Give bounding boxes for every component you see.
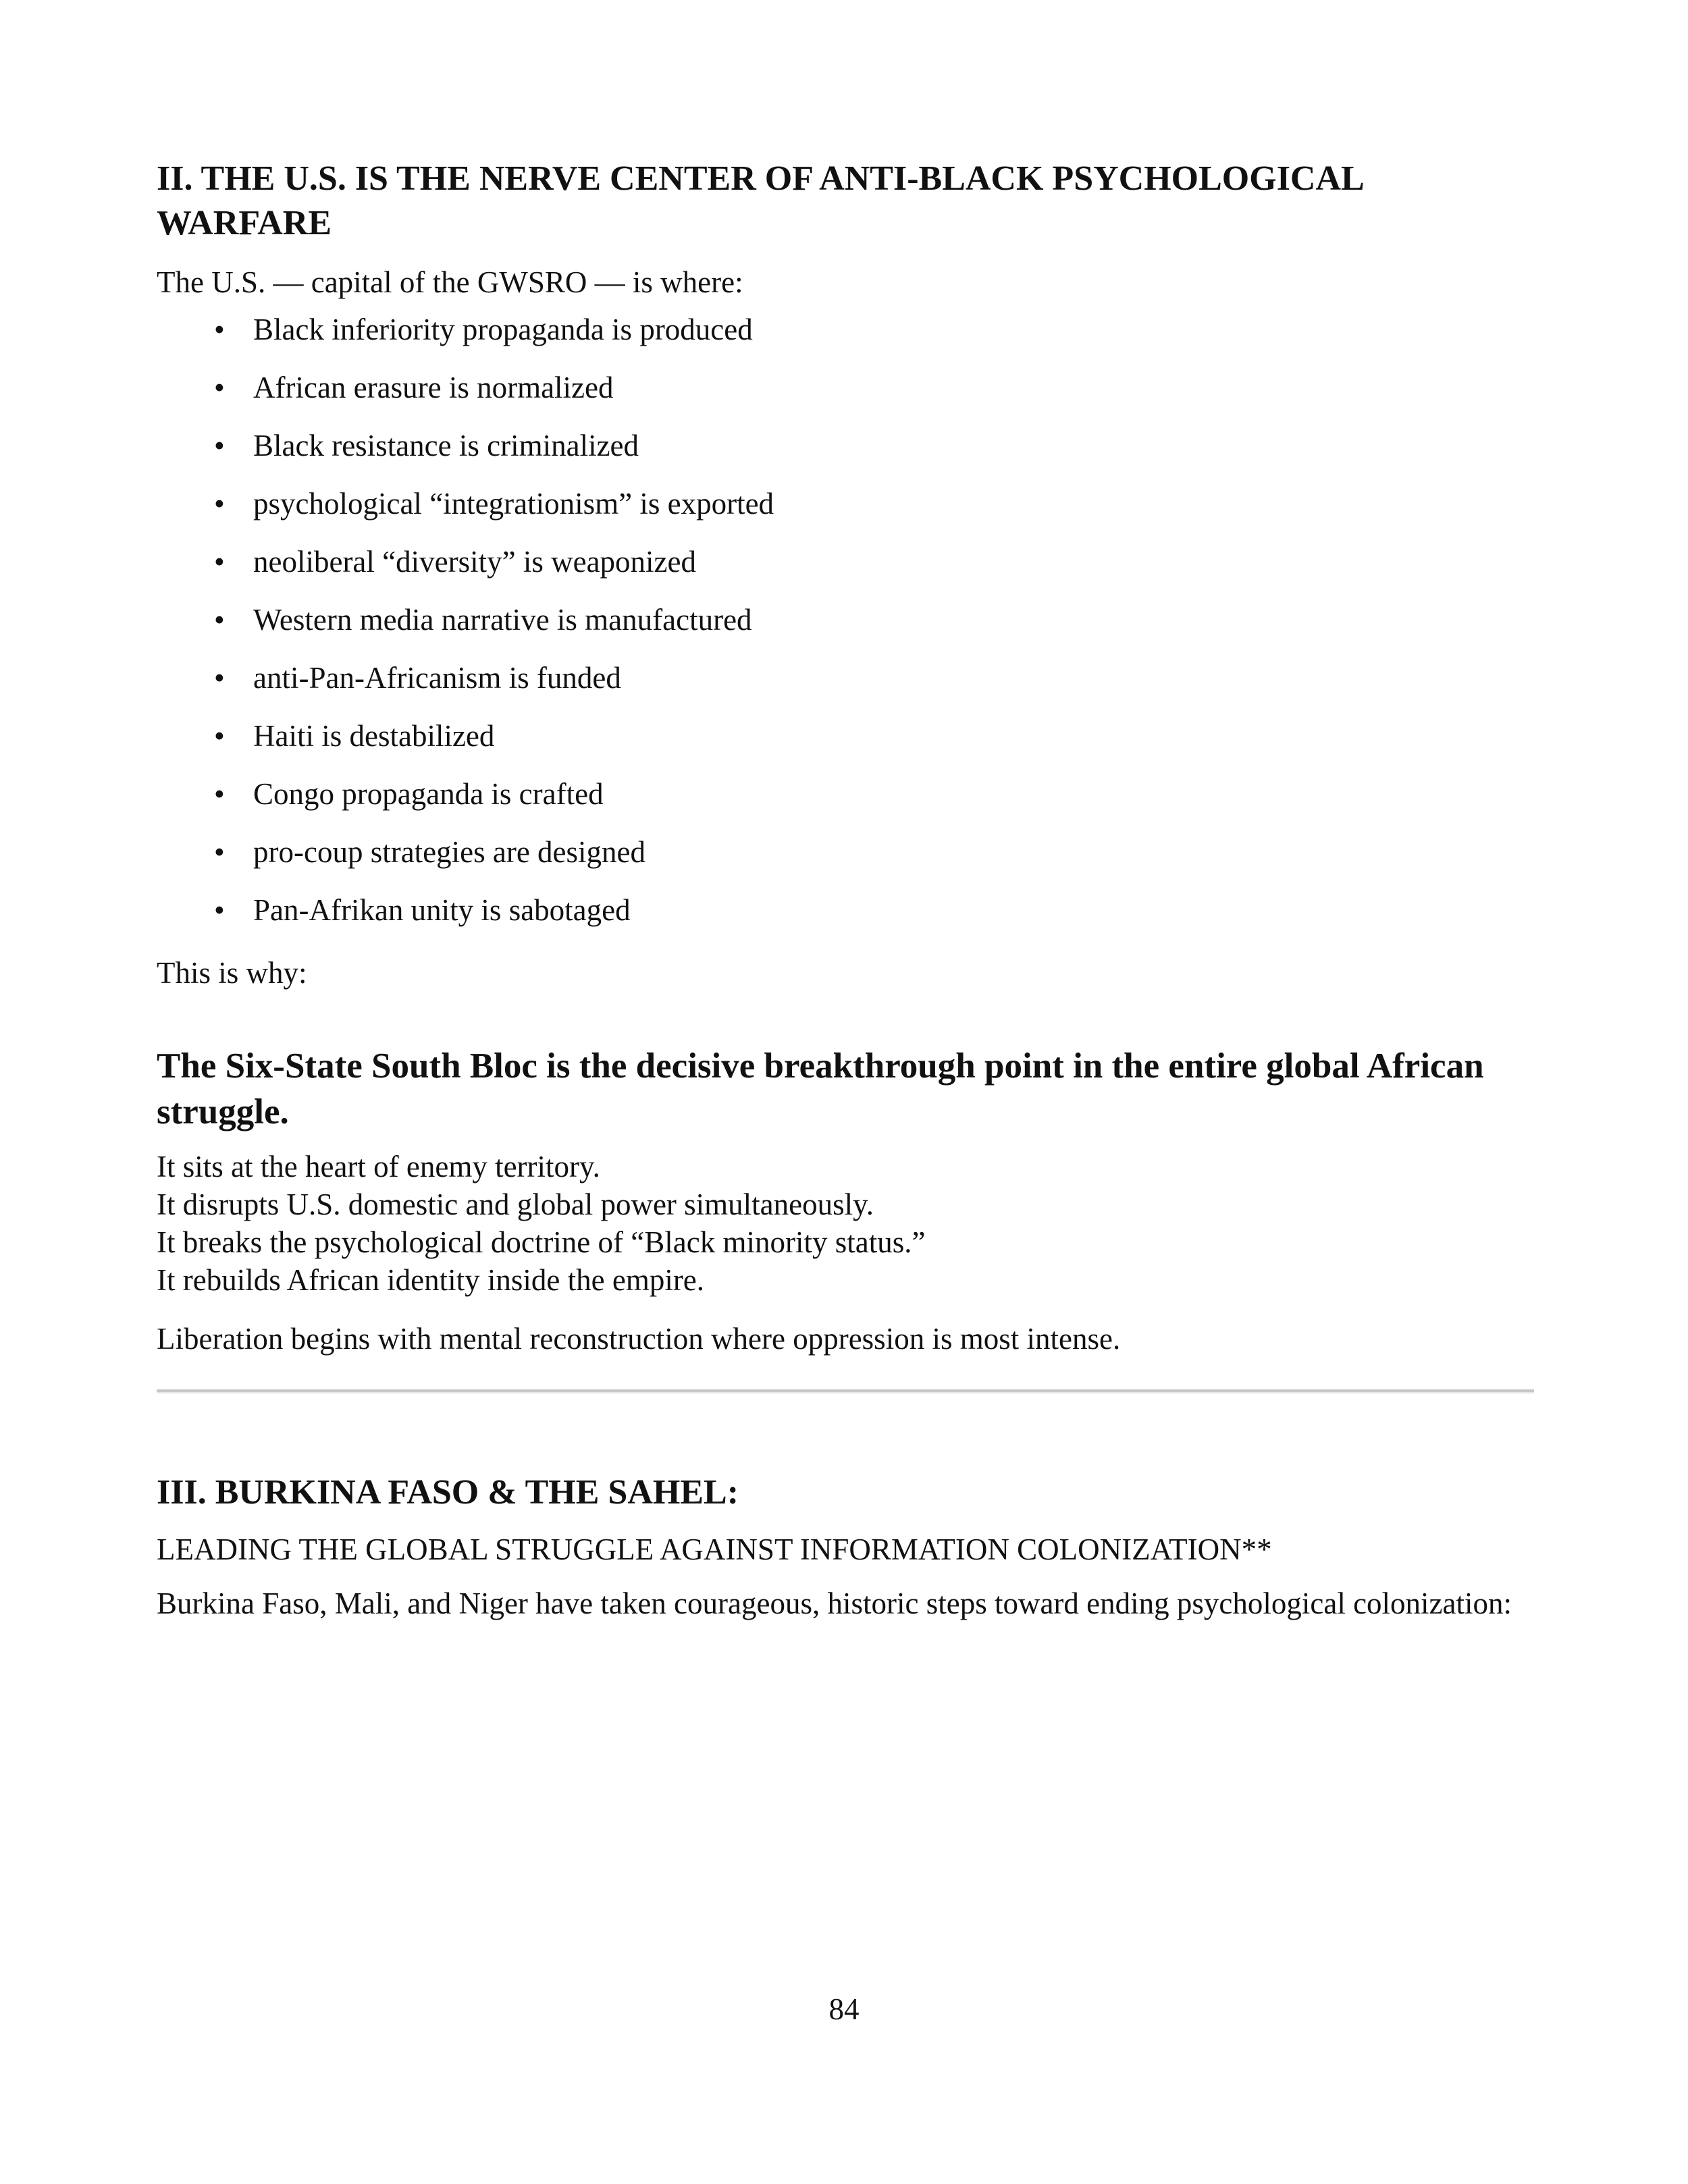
list-item-text: Pan-Afrikan unity is sabotaged [253, 893, 631, 927]
list-item-text: African erasure is normalized [253, 371, 614, 404]
bullet-icon: • [214, 545, 225, 579]
section-3-subheading: LEADING THE GLOBAL STRUGGLE AGAINST INFORMATION COLONIZATION** [157, 1533, 1272, 1566]
list-item [157, 659, 1534, 717]
list-item-text: neoliberal “diversity” is weaponized [253, 545, 696, 579]
list-item [157, 369, 1534, 427]
section-2-intro: The U.S. — capital of the GWSRO — is where: [157, 265, 743, 299]
list-item-text: Black inferiority propaganda is produced [253, 313, 753, 346]
list-item-text: psychological “integrationism” is exported [253, 487, 774, 521]
list-item [157, 427, 1534, 485]
bullet-icon: • [214, 371, 225, 404]
list-item-text: Black resistance is criminalized [253, 429, 639, 462]
list-item [157, 601, 1534, 659]
bullet-icon: • [214, 661, 225, 695]
list-item [157, 891, 1534, 949]
list-item [157, 775, 1534, 833]
list-item-text: anti-Pan-Africanism is funded [253, 661, 621, 695]
bullet-icon: • [214, 719, 225, 753]
bullet-icon: • [214, 777, 225, 811]
page-number: 84 [828, 1992, 860, 2026]
statement-line: It disrupts U.S. domestic and global power simultaneously. [157, 1188, 874, 1221]
statement-line: It rebuilds African identity inside the empire. [157, 1263, 705, 1297]
statement-line: It breaks the psychological doctrine of “Black minority status.” [157, 1225, 926, 1259]
list-item [157, 543, 1534, 601]
statement-line: It sits at the heart of enemy territory. [157, 1150, 600, 1183]
bullet-icon: • [214, 487, 225, 521]
bullet-icon: • [214, 429, 225, 462]
transition-text: This is why: [157, 956, 307, 990]
list-item-text: Congo propaganda is crafted [253, 777, 604, 811]
section-3-heading: III. BURKINA FASO & THE SAHEL: [157, 1473, 739, 1512]
section-divider [157, 1389, 1534, 1393]
section-2-heading: II. THE U.S. IS THE NERVE CENTER OF ANTI-BLACK PSYCHOLOGICAL WARFARE [157, 159, 1363, 242]
bullet-list [157, 311, 1534, 949]
list-item [157, 833, 1534, 891]
statement-lines [157, 1148, 1534, 1299]
list-item-text: pro-coup strategies are designed [253, 835, 646, 869]
list-item-text: Western media narrative is manufactured [253, 603, 752, 637]
list-item-text: Haiti is destabilized [253, 719, 495, 753]
bullet-icon: • [214, 835, 225, 869]
list-item [157, 311, 1534, 369]
list-item [157, 717, 1534, 775]
bullet-icon: • [214, 313, 225, 346]
bullet-icon: • [214, 893, 225, 927]
bloc-heading: The Six-State South Bloc is the decisive breakthrough point in the entire global African struggle. [157, 1046, 1484, 1131]
section-3-body: Burkina Faso, Mali, and Niger have taken courageous, historic steps toward ending psychological colonization: [157, 1587, 1512, 1620]
list-item [157, 485, 1534, 543]
conclusion-text: Liberation begins with mental reconstruction where oppression is most intense. [157, 1322, 1121, 1356]
bullet-icon: • [214, 603, 225, 637]
